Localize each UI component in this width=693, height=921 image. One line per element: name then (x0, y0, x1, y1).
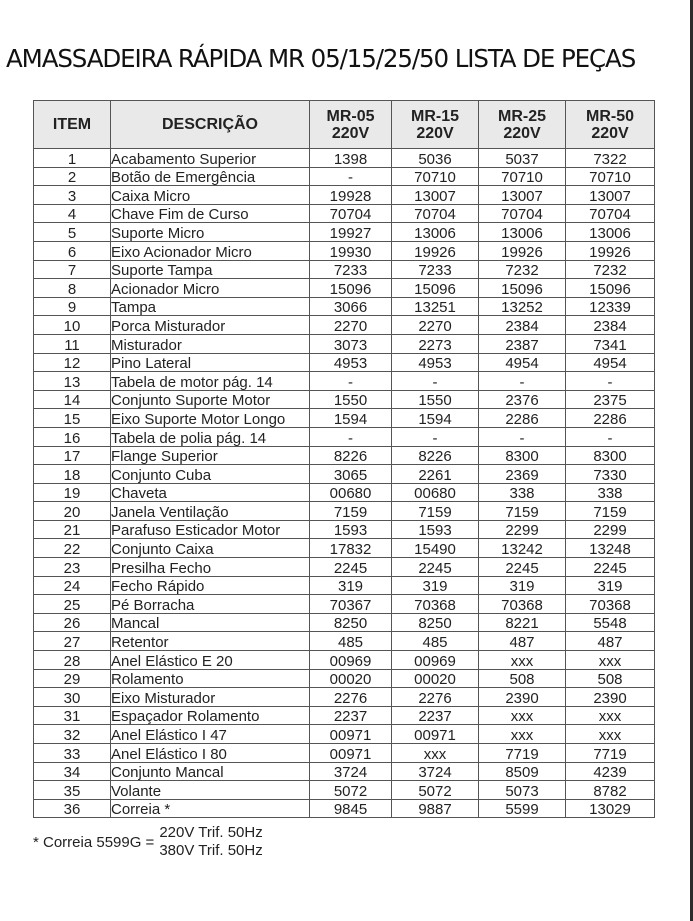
part-code-cell: 70704 (392, 204, 479, 223)
part-code-cell: 70704 (479, 204, 566, 223)
description-cell: Botão de Emergência (111, 167, 310, 186)
part-code-cell: 00020 (392, 669, 479, 688)
part-code-cell: 70704 (310, 204, 392, 223)
part-code-cell: - (566, 427, 655, 446)
description-cell: Rolamento (111, 669, 310, 688)
table-row (34, 409, 655, 428)
item-number-cell: 23 (34, 558, 111, 577)
footnote-label: * Correia 5599G = (33, 833, 155, 851)
part-code-cell: 19927 (310, 223, 392, 242)
header-model (566, 101, 655, 149)
part-code-cell: 13006 (566, 223, 655, 242)
item-number-cell: 25 (34, 595, 111, 614)
description-cell: Flange Superior (111, 446, 310, 465)
item-number-cell: 36 (34, 799, 111, 818)
part-code-cell: xxx (566, 706, 655, 725)
part-code-cell: 338 (566, 483, 655, 502)
footnote-line: 220V Trif. 50Hz (159, 824, 263, 841)
item-number-cell: 6 (34, 241, 111, 260)
part-code-cell: - (310, 167, 392, 186)
table-row (34, 279, 655, 298)
item-number-cell: 3 (34, 186, 111, 205)
table-row (34, 223, 655, 242)
footnote (33, 824, 263, 860)
part-code-cell: 12339 (566, 297, 655, 316)
part-code-cell: 00971 (310, 744, 392, 763)
part-code-cell: 2276 (310, 688, 392, 707)
part-code-cell: 70368 (479, 595, 566, 614)
part-code-cell: 8226 (310, 446, 392, 465)
part-code-cell: 7330 (566, 465, 655, 484)
header-description: DESCRIÇÃO (111, 101, 310, 149)
part-code-cell: 13007 (479, 186, 566, 205)
part-code-cell: - (392, 372, 479, 391)
part-code-cell: 8300 (566, 446, 655, 465)
part-code-cell: 2237 (392, 706, 479, 725)
table-row (34, 204, 655, 223)
part-code-cell: 19926 (479, 241, 566, 260)
description-cell: Retentor (111, 632, 310, 651)
part-code-cell: 487 (479, 632, 566, 651)
part-code-cell: 2384 (479, 316, 566, 335)
description-cell: Eixo Suporte Motor Longo (111, 409, 310, 428)
header-model-name: MR-05 (326, 107, 375, 125)
table-row (34, 297, 655, 316)
header-model-voltage: 220V (591, 124, 629, 142)
part-code-cell: 9845 (310, 799, 392, 818)
header-model (479, 101, 566, 149)
table-row (34, 427, 655, 446)
part-code-cell: 00680 (310, 483, 392, 502)
part-code-cell: 2375 (566, 390, 655, 409)
part-code-cell: 2387 (479, 334, 566, 353)
table-row (34, 167, 655, 186)
footnote-lines (159, 824, 262, 860)
part-code-cell: 70368 (392, 595, 479, 614)
part-code-cell: 4953 (310, 353, 392, 372)
description-cell: Tampa (111, 297, 310, 316)
part-code-cell: 15096 (479, 279, 566, 298)
part-code-cell: 13252 (479, 297, 566, 316)
table-row (34, 744, 655, 763)
item-number-cell: 7 (34, 260, 111, 279)
description-cell: Fecho Rápido (111, 576, 310, 595)
part-code-cell: 2245 (392, 558, 479, 577)
part-code-cell: 9887 (392, 799, 479, 818)
description-cell: Anel Elástico E 20 (111, 651, 310, 670)
part-code-cell: xxx (479, 725, 566, 744)
part-code-cell: 19930 (310, 241, 392, 260)
part-code-cell: xxx (566, 651, 655, 670)
part-code-cell: 7719 (479, 744, 566, 763)
item-number-cell: 21 (34, 520, 111, 539)
part-code-cell: 7233 (392, 260, 479, 279)
part-code-cell: 319 (392, 576, 479, 595)
part-code-cell: 00971 (310, 725, 392, 744)
item-number-cell: 26 (34, 613, 111, 632)
table-row (34, 149, 655, 168)
part-code-cell: 8221 (479, 613, 566, 632)
parts-table-body (34, 149, 655, 818)
table-row (34, 316, 655, 335)
description-cell: Tabela de polia pág. 14 (111, 427, 310, 446)
item-number-cell: 11 (34, 334, 111, 353)
part-code-cell: xxx (566, 725, 655, 744)
description-cell: Eixo Acionador Micro (111, 241, 310, 260)
table-row (34, 260, 655, 279)
part-code-cell: 5072 (310, 781, 392, 800)
part-code-cell: 19926 (392, 241, 479, 260)
item-number-cell: 35 (34, 781, 111, 800)
description-cell: Suporte Micro (111, 223, 310, 242)
item-number-cell: 2 (34, 167, 111, 186)
description-cell: Misturador (111, 334, 310, 353)
item-number-cell: 16 (34, 427, 111, 446)
item-number-cell: 19 (34, 483, 111, 502)
description-cell: Acabamento Superior (111, 149, 310, 168)
description-cell: Correia * (111, 799, 310, 818)
item-number-cell: 1 (34, 149, 111, 168)
part-code-cell: 7159 (310, 502, 392, 521)
part-code-cell: 2245 (310, 558, 392, 577)
part-code-cell: 5072 (392, 781, 479, 800)
table-row (34, 576, 655, 595)
part-code-cell: - (566, 372, 655, 391)
part-code-cell: - (479, 427, 566, 446)
part-code-cell: 2276 (392, 688, 479, 707)
part-code-cell: xxx (392, 744, 479, 763)
part-code-cell: 2390 (479, 688, 566, 707)
item-number-cell: 30 (34, 688, 111, 707)
part-code-cell: 2286 (566, 409, 655, 428)
part-code-cell: 17832 (310, 539, 392, 558)
item-number-cell: 17 (34, 446, 111, 465)
part-code-cell: 2299 (479, 520, 566, 539)
header-model-voltage: 220V (503, 124, 541, 142)
part-code-cell: 1594 (310, 409, 392, 428)
table-row (34, 725, 655, 744)
part-code-cell: 2299 (566, 520, 655, 539)
part-code-cell: 15096 (566, 279, 655, 298)
item-number-cell: 31 (34, 706, 111, 725)
description-cell: Acionador Micro (111, 279, 310, 298)
description-cell: Pé Borracha (111, 595, 310, 614)
part-code-cell: 19926 (566, 241, 655, 260)
table-row (34, 762, 655, 781)
part-code-cell: 485 (310, 632, 392, 651)
part-code-cell: 7233 (310, 260, 392, 279)
part-code-cell: 7232 (479, 260, 566, 279)
part-code-cell: 19928 (310, 186, 392, 205)
part-code-cell: xxx (479, 651, 566, 670)
part-code-cell: 1593 (392, 520, 479, 539)
part-code-cell: 2261 (392, 465, 479, 484)
item-number-cell: 24 (34, 576, 111, 595)
description-cell: Chaveta (111, 483, 310, 502)
table-row (34, 483, 655, 502)
description-cell: Anel Elástico I 80 (111, 744, 310, 763)
parts-table (33, 100, 655, 818)
table-row (34, 186, 655, 205)
part-code-cell: 13006 (479, 223, 566, 242)
table-row (34, 390, 655, 409)
header-model-voltage: 220V (416, 124, 454, 142)
part-code-cell: 8300 (479, 446, 566, 465)
part-code-cell: 2245 (566, 558, 655, 577)
part-code-cell: 7159 (479, 502, 566, 521)
part-code-cell: 13007 (566, 186, 655, 205)
part-code-cell: 8250 (310, 613, 392, 632)
part-code-cell: 1550 (310, 390, 392, 409)
item-number-cell: 32 (34, 725, 111, 744)
part-code-cell: 70710 (479, 167, 566, 186)
table-row (34, 706, 655, 725)
item-number-cell: 15 (34, 409, 111, 428)
part-code-cell: 4953 (392, 353, 479, 372)
table-row (34, 334, 655, 353)
part-code-cell: 1594 (392, 409, 479, 428)
part-code-cell: 8782 (566, 781, 655, 800)
description-cell: Pino Lateral (111, 353, 310, 372)
header-item: ITEM (34, 101, 111, 149)
description-cell: Volante (111, 781, 310, 800)
part-code-cell: 70704 (566, 204, 655, 223)
part-code-cell: 4239 (566, 762, 655, 781)
part-code-cell: 1550 (392, 390, 479, 409)
description-cell: Mancal (111, 613, 310, 632)
part-code-cell: 15096 (392, 279, 479, 298)
part-code-cell: 2245 (479, 558, 566, 577)
part-code-cell: 13248 (566, 539, 655, 558)
part-code-cell: 7232 (566, 260, 655, 279)
part-code-cell: 13006 (392, 223, 479, 242)
table-row (34, 688, 655, 707)
part-code-cell: 485 (392, 632, 479, 651)
description-cell: Espaçador Rolamento (111, 706, 310, 725)
table-row (34, 353, 655, 372)
part-code-cell: 2273 (392, 334, 479, 353)
part-code-cell: 508 (479, 669, 566, 688)
part-code-cell: xxx (479, 706, 566, 725)
part-code-cell: 8226 (392, 446, 479, 465)
part-code-cell: 5037 (479, 149, 566, 168)
description-cell: Caixa Micro (111, 186, 310, 205)
part-code-cell: 13029 (566, 799, 655, 818)
description-cell: Eixo Misturador (111, 688, 310, 707)
table-row (34, 502, 655, 521)
item-number-cell: 10 (34, 316, 111, 335)
item-number-cell: 27 (34, 632, 111, 651)
part-code-cell: 00680 (392, 483, 479, 502)
item-number-cell: 29 (34, 669, 111, 688)
part-code-cell: 00969 (310, 651, 392, 670)
part-code-cell: 15096 (310, 279, 392, 298)
header-model-voltage: 220V (331, 124, 370, 142)
description-cell: Conjunto Cuba (111, 465, 310, 484)
part-code-cell: 00969 (392, 651, 479, 670)
part-code-cell: 7159 (392, 502, 479, 521)
part-code-cell: 2286 (479, 409, 566, 428)
header-model-name: MR-15 (410, 107, 459, 125)
part-code-cell: 7719 (566, 744, 655, 763)
part-code-cell: 508 (566, 669, 655, 688)
description-cell: Conjunto Suporte Motor (111, 390, 310, 409)
part-code-cell: 5036 (392, 149, 479, 168)
part-code-cell: 4954 (566, 353, 655, 372)
part-code-cell: 1398 (310, 149, 392, 168)
part-code-cell: 487 (566, 632, 655, 651)
header-model-name: MR-25 (497, 107, 546, 125)
table-row (34, 651, 655, 670)
item-number-cell: 33 (34, 744, 111, 763)
part-code-cell: 7341 (566, 334, 655, 353)
part-code-cell: - (392, 427, 479, 446)
part-code-cell: 7159 (566, 502, 655, 521)
table-row (34, 446, 655, 465)
part-code-cell: 338 (479, 483, 566, 502)
item-number-cell: 13 (34, 372, 111, 391)
item-number-cell: 20 (34, 502, 111, 521)
part-code-cell: 00971 (392, 725, 479, 744)
item-number-cell: 28 (34, 651, 111, 670)
table-row (34, 520, 655, 539)
description-cell: Anel Elástico I 47 (111, 725, 310, 744)
item-number-cell: 18 (34, 465, 111, 484)
part-code-cell: 13251 (392, 297, 479, 316)
part-code-cell: - (310, 372, 392, 391)
description-cell: Chave Fim de Curso (111, 204, 310, 223)
part-code-cell: 8250 (392, 613, 479, 632)
description-cell: Conjunto Caixa (111, 539, 310, 558)
table-row (34, 372, 655, 391)
part-code-cell: 1593 (310, 520, 392, 539)
table-row (34, 241, 655, 260)
part-code-cell: 3065 (310, 465, 392, 484)
part-code-cell: 319 (566, 576, 655, 595)
part-code-cell: 2384 (566, 316, 655, 335)
item-number-cell: 8 (34, 279, 111, 298)
part-code-cell: 2270 (310, 316, 392, 335)
description-cell: Tabela de motor pág. 14 (111, 372, 310, 391)
description-cell: Conjunto Mancal (111, 762, 310, 781)
table-row (34, 558, 655, 577)
part-code-cell: 8509 (479, 762, 566, 781)
part-code-cell: 5599 (479, 799, 566, 818)
item-number-cell: 5 (34, 223, 111, 242)
table-row (34, 539, 655, 558)
table-row (34, 595, 655, 614)
part-code-cell: 2376 (479, 390, 566, 409)
item-number-cell: 34 (34, 762, 111, 781)
part-code-cell: 00020 (310, 669, 392, 688)
part-code-cell: 15490 (392, 539, 479, 558)
part-code-cell: 3724 (310, 762, 392, 781)
item-number-cell: 12 (34, 353, 111, 372)
description-cell: Presilha Fecho (111, 558, 310, 577)
item-number-cell: 14 (34, 390, 111, 409)
part-code-cell: 3724 (392, 762, 479, 781)
part-code-cell: 5073 (479, 781, 566, 800)
header-model-name: MR-50 (585, 107, 634, 125)
table-row (34, 465, 655, 484)
page-title: AMASSADEIRA RÁPIDA MR 05/15/25/50 LISTA DE PEÇAS (6, 44, 636, 74)
part-code-cell: 319 (310, 576, 392, 595)
description-cell: Janela Ventilação (111, 502, 310, 521)
part-code-cell: 70710 (566, 167, 655, 186)
table-row (34, 632, 655, 651)
item-number-cell: 4 (34, 204, 111, 223)
part-code-cell: - (310, 427, 392, 446)
header-model (310, 101, 392, 149)
part-code-cell: 319 (479, 576, 566, 595)
part-code-cell: 3073 (310, 334, 392, 353)
table-row (34, 613, 655, 632)
part-code-cell: 2369 (479, 465, 566, 484)
header-row (34, 101, 655, 149)
part-code-cell: 2270 (392, 316, 479, 335)
part-code-cell: 13242 (479, 539, 566, 558)
part-code-cell: 13007 (392, 186, 479, 205)
item-number-cell: 22 (34, 539, 111, 558)
footnote-line: 380V Trif. 50Hz (159, 842, 263, 859)
part-code-cell: 70710 (392, 167, 479, 186)
part-code-cell: 3066 (310, 297, 392, 316)
part-code-cell: 7322 (566, 149, 655, 168)
part-code-cell: 70367 (310, 595, 392, 614)
part-code-cell: 5548 (566, 613, 655, 632)
part-code-cell: 2237 (310, 706, 392, 725)
part-code-cell: 2390 (566, 688, 655, 707)
table-row (34, 799, 655, 818)
part-code-cell: 70368 (566, 595, 655, 614)
description-cell: Suporte Tampa (111, 260, 310, 279)
item-number-cell: 9 (34, 297, 111, 316)
header-model (392, 101, 479, 149)
table-row (34, 669, 655, 688)
part-code-cell: - (479, 372, 566, 391)
description-cell: Porca Misturador (111, 316, 310, 335)
table-row (34, 781, 655, 800)
part-code-cell: 4954 (479, 353, 566, 372)
description-cell: Parafuso Esticador Motor (111, 520, 310, 539)
